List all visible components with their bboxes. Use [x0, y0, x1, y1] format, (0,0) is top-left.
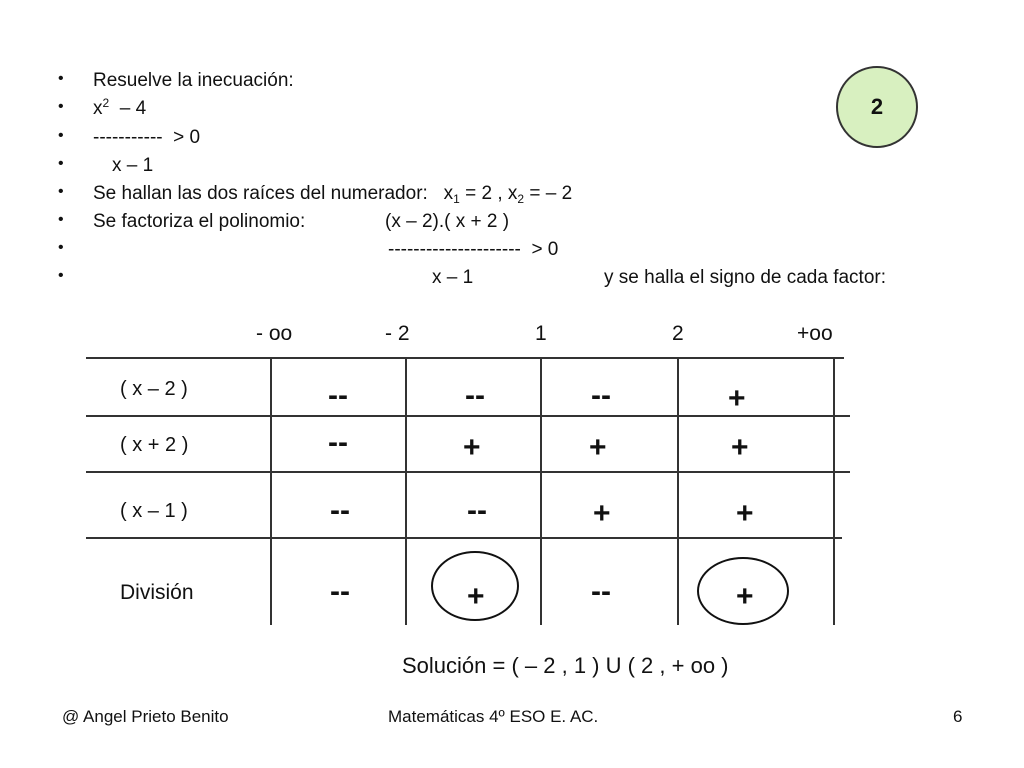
- row-label-x-plus-2: ( x + 2 ): [120, 434, 189, 456]
- sign-cell: +: [589, 431, 607, 464]
- sign-cell: --: [465, 379, 485, 412]
- bullet-7: [388, 239, 558, 261]
- sign-cell: +: [593, 497, 611, 530]
- root-2-value: = – 2: [529, 183, 573, 204]
- fraction-bar-2: ---------------------: [388, 239, 521, 260]
- numerator-base: x: [93, 98, 103, 119]
- header-minus-infinity: - oo: [256, 322, 293, 345]
- sign-cell: --: [467, 494, 487, 527]
- table-line-2: [86, 471, 850, 473]
- sign-cell: --: [591, 379, 611, 412]
- bullet-icon: •: [58, 211, 64, 228]
- column-divider-3: [540, 357, 542, 625]
- bullet-icon: •: [58, 155, 64, 172]
- bullet-icon: •: [58, 98, 64, 115]
- column-divider-4: [677, 357, 679, 625]
- sign-cell: +: [736, 497, 754, 530]
- numerator-exponent: 2: [102, 96, 110, 110]
- root-1-value: = 2 ,: [465, 183, 503, 204]
- row-label-x-minus-1: ( x – 1 ): [120, 500, 188, 522]
- bullet-8-text: y se halla el signo de cada factor:: [604, 267, 887, 288]
- root-1-sub: 1: [453, 192, 460, 206]
- header-two: 2: [672, 322, 684, 345]
- sign-cell: --: [330, 494, 350, 527]
- table-line-top: [86, 357, 844, 359]
- sign-cell: +: [728, 382, 746, 415]
- sign-cell: --: [328, 426, 348, 459]
- column-divider-2: [405, 357, 407, 625]
- column-divider-1: [270, 357, 272, 625]
- header-one: 1: [535, 322, 547, 345]
- numerator-rest: – 4: [119, 98, 147, 119]
- sign-cell: --: [591, 575, 611, 608]
- bullet-4-denominator: x – 1: [112, 155, 154, 176]
- table-line-3: [86, 537, 842, 539]
- bullet-1: Resuelve la inecuación:: [93, 70, 294, 91]
- bullet-icon: •: [58, 183, 64, 200]
- header-minus-two: - 2: [385, 322, 410, 345]
- footer-author: @ Angel Prieto Benito: [62, 707, 229, 726]
- slide-number-badge: [836, 66, 918, 148]
- row-label-x-minus-2: ( x – 2 ): [120, 378, 188, 400]
- footer-page-number: 6: [953, 707, 963, 726]
- footer-course: Matemáticas 4º ESO E. AC.: [388, 707, 599, 726]
- bullet-5: [93, 183, 572, 205]
- positive-interval-circle: [697, 557, 789, 625]
- sign-cell: --: [330, 575, 350, 608]
- inequality-relation-2: > 0: [531, 239, 559, 260]
- bullet-6: Se factoriza el polinomio:: [93, 211, 306, 232]
- positive-interval-circle: [431, 551, 519, 621]
- sign-cell: +: [736, 580, 754, 613]
- bullet-8-denominator: x – 1: [432, 267, 474, 288]
- factored-expression: (x – 2).( x + 2 ): [385, 211, 510, 232]
- solution-text: Solución = ( – 2 , 1 ) U ( 2 , + oo ): [402, 653, 729, 678]
- roots-text: Se hallan las dos raíces del numerador:: [93, 183, 428, 204]
- sign-cell: +: [467, 580, 485, 613]
- badge-label: 2: [870, 94, 884, 119]
- fraction-bar: -----------: [93, 127, 163, 148]
- root-2-var: x: [507, 183, 518, 204]
- inequality-relation: > 0: [173, 127, 201, 148]
- root-2-sub: 2: [517, 192, 525, 206]
- bullet-icon: •: [58, 239, 64, 256]
- sign-cell: +: [731, 431, 749, 464]
- bullet-icon: •: [58, 127, 64, 144]
- bullet-icon: •: [58, 267, 64, 284]
- bullet-icon: •: [58, 70, 64, 87]
- sign-cell: --: [328, 379, 348, 412]
- header-plus-infinity: +oo: [797, 322, 833, 345]
- row-label-division: División: [120, 581, 194, 604]
- bullet-3: [93, 127, 200, 149]
- sign-cell: +: [463, 431, 481, 464]
- root-1-var: x: [443, 183, 454, 204]
- column-divider-5: [833, 357, 835, 625]
- bullet-2: [93, 98, 146, 120]
